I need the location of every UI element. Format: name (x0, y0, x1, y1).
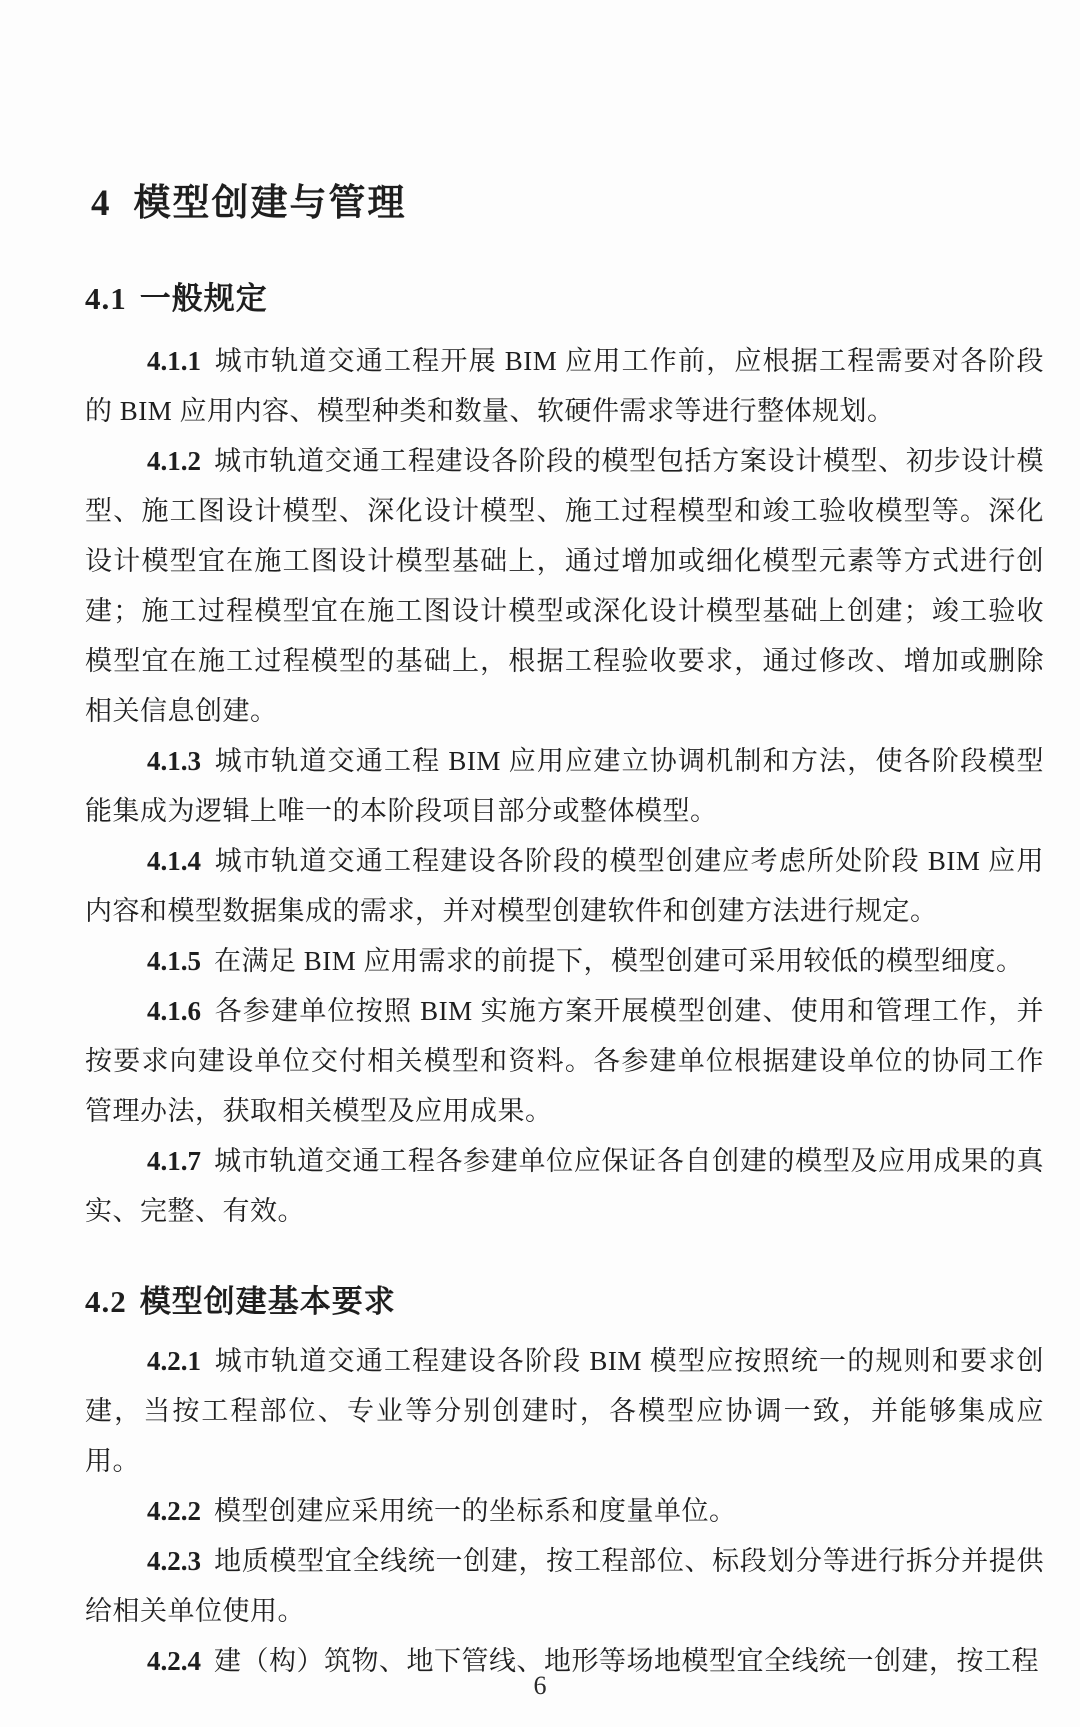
clause-text: 地质模型宜全线统一创建，按工程部位、标段划分等进行拆分并提供给相关单位使用。 (85, 1546, 1044, 1626)
clause-text: 城市轨道交通工程建设各阶段 BIM 模型应按照统一的规则和要求创建，当按工程部位、专业等分别创建时，各模型应协调一致，并能够集成应用。 (85, 1346, 1044, 1476)
clause-number: 4.1.1 (147, 346, 201, 376)
clause-4-1-6 (85, 986, 1044, 1136)
section-heading-4-1 (85, 281, 1044, 317)
clause-text: 城市轨道交通工程 BIM 应用应建立协调机制和方法，使各阶段模型能集成为逻辑上唯一的本阶段项目部分或整体模型。 (85, 746, 1044, 826)
clause-text: 城市轨道交通工程开展 BIM 应用工作前，应根据工程需要对各阶段的 BIM 应用内容、模型种类和数量、软硬件需求等进行整体规划。 (85, 346, 1044, 426)
section-number: 4.2 (85, 1284, 127, 1319)
clause-number: 4.2.4 (147, 1646, 201, 1676)
clause-4-1-3 (85, 736, 1044, 836)
section-title-text: 一般规定 (139, 281, 268, 316)
clause-number: 4.1.7 (147, 1146, 201, 1176)
chapter-number: 4 (91, 183, 112, 224)
clause-number: 4.2.1 (147, 1346, 201, 1376)
clause-4-2-1 (85, 1336, 1044, 1486)
section-4-2-clauses (85, 1336, 1044, 1686)
clause-4-2-2 (85, 1486, 1044, 1536)
chapter-title-text: 模型创建与管理 (133, 183, 407, 224)
clause-number: 4.1.5 (147, 946, 201, 976)
clause-number: 4.2.2 (147, 1496, 201, 1526)
clause-number: 4.2.3 (147, 1546, 201, 1576)
section-number: 4.1 (85, 281, 127, 316)
clause-text: 城市轨道交通工程建设各阶段的模型包括方案设计模型、初步设计模型、施工图设计模型、深化设计模型、施工过程模型和竣工验收模型等。深化设计模型宜在施工图设计模型基础上，通过增加或细化模型元素等方式进行创建；施工过程模型宜在施工图设计模型或深化设计模型基础上创建；竣工验收模型宜在施工过程模型的基础上，根据工程验收要求，通过修改、增加或删除相关信息创建。 (85, 446, 1044, 726)
chapter-title (91, 183, 1044, 225)
clause-4-1-2 (85, 436, 1044, 736)
clause-4-1-7 (85, 1136, 1044, 1236)
page-number: 6 (533, 1671, 547, 1700)
clause-text: 在满足 BIM 应用需求的前提下，模型创建可采用较低的模型细度。 (214, 946, 1024, 976)
clause-number: 4.1.6 (147, 996, 201, 1026)
clause-number: 4.1.4 (147, 846, 201, 876)
clause-number: 4.1.2 (147, 446, 201, 476)
section-title-text: 模型创建基本要求 (139, 1284, 396, 1319)
clause-number: 4.1.3 (147, 746, 201, 776)
clause-text: 建（构）筑物、地下管线、地形等场地模型宜全线统一创建，按工程 (214, 1646, 1039, 1676)
section-heading-4-2 (85, 1284, 1044, 1320)
clause-text: 各参建单位按照 BIM 实施方案开展模型创建、使用和管理工作，并按要求向建设单位交付相关模型和资料。各参建单位根据建设单位的协同工作管理办法，获取相关模型及应用成果。 (85, 996, 1044, 1126)
clause-4-1-5 (85, 936, 1044, 986)
clause-4-1-1 (85, 336, 1044, 436)
clause-text: 城市轨道交通工程各参建单位应保证各自创建的模型及应用成果的真实、完整、有效。 (85, 1146, 1044, 1226)
clause-text: 模型创建应采用统一的坐标系和度量单位。 (214, 1496, 737, 1526)
clause-4-2-3 (85, 1536, 1044, 1636)
clause-text: 城市轨道交通工程建设各阶段的模型创建应考虑所处阶段 BIM 应用内容和模型数据集成的需求，并对模型创建软件和创建方法进行规定。 (85, 846, 1044, 926)
section-4-1-clauses (85, 336, 1044, 1236)
clause-4-1-4 (85, 836, 1044, 936)
